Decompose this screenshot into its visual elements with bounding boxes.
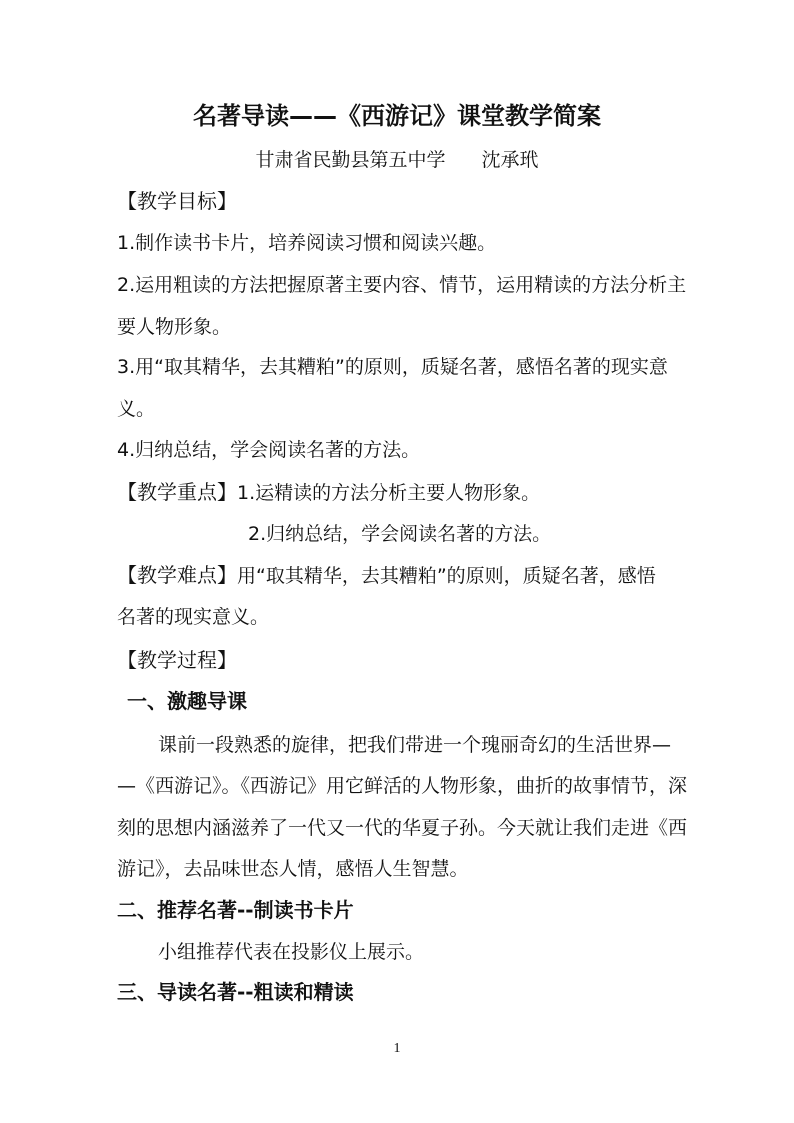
objective-item-4: 4.归纳总结，学会阅读名著的方法。 [117, 439, 421, 461]
objectives-heading: 【教学目标】 [117, 189, 237, 213]
step-1-line-3: 刻的思想内涵滋养了一代又一代的华夏子孙。今天就让我们走进《西 [117, 817, 688, 839]
document-title: 名著导读——《西游记》课堂教学简案 [193, 102, 601, 130]
key-point-item-1: 1.运精读的方法分析主要人物形象。 [237, 482, 541, 504]
step-1-heading: 一、激趣导课 [127, 689, 247, 713]
key-point-item-2: 2.归纳总结，学会阅读名著的方法。 [248, 523, 552, 545]
key-points-heading: 【教学重点】 [117, 480, 237, 504]
step-1-line-4: 游记》，去品味世态人情，感悟人生智慧。 [117, 858, 469, 880]
difficulties-text-line-1: 用“取其精华，去其糟粕”的原则，质疑名著，感悟 [237, 565, 656, 587]
objective-item-2-line-1: 2.运用粗读的方法把握原著主要内容、情节，运用精读的方法分析主 [117, 274, 687, 296]
author-line [0, 145, 794, 175]
step-3-heading: 三、导读名著--粗读和精读 [117, 980, 354, 1004]
author-name: 沈承玳 [481, 149, 539, 171]
objective-item-1: 1.制作读书卡片，培养阅读习惯和阅读兴趣。 [117, 232, 497, 254]
step-2-heading: 二、推荐名著--制读书卡片 [117, 898, 354, 922]
page-number: 1 [393, 1041, 401, 1056]
author-school: 甘肃省民勤县第五中学 [255, 149, 446, 171]
process-heading: 【教学过程】 [117, 648, 237, 672]
step-2-line-1: 小组推荐代表在投影仪上展示。 [158, 941, 425, 963]
objective-item-3-line-1: 3.用“取其精华，去其糟粕”的原则，质疑名著，感悟名著的现实意 [117, 356, 668, 378]
difficulties-text-line-2: 名著的现实意义。 [117, 606, 270, 628]
key-points-line-1 [117, 478, 687, 507]
difficulties-heading: 【教学难点】 [117, 563, 237, 587]
objective-item-2-line-2: 要人物形象。 [117, 316, 232, 338]
step-1-line-2: —《西游记》。《西游记》用它鲜活的人物形象，曲折的故事情节，深 [117, 775, 688, 797]
difficulties-line-1 [117, 561, 687, 590]
objective-item-3-line-2: 义。 [117, 398, 156, 420]
step-1-line-1: 课前一段熟悉的旋律，把我们带进一个瑰丽奇幻的生活世界— [158, 734, 672, 756]
